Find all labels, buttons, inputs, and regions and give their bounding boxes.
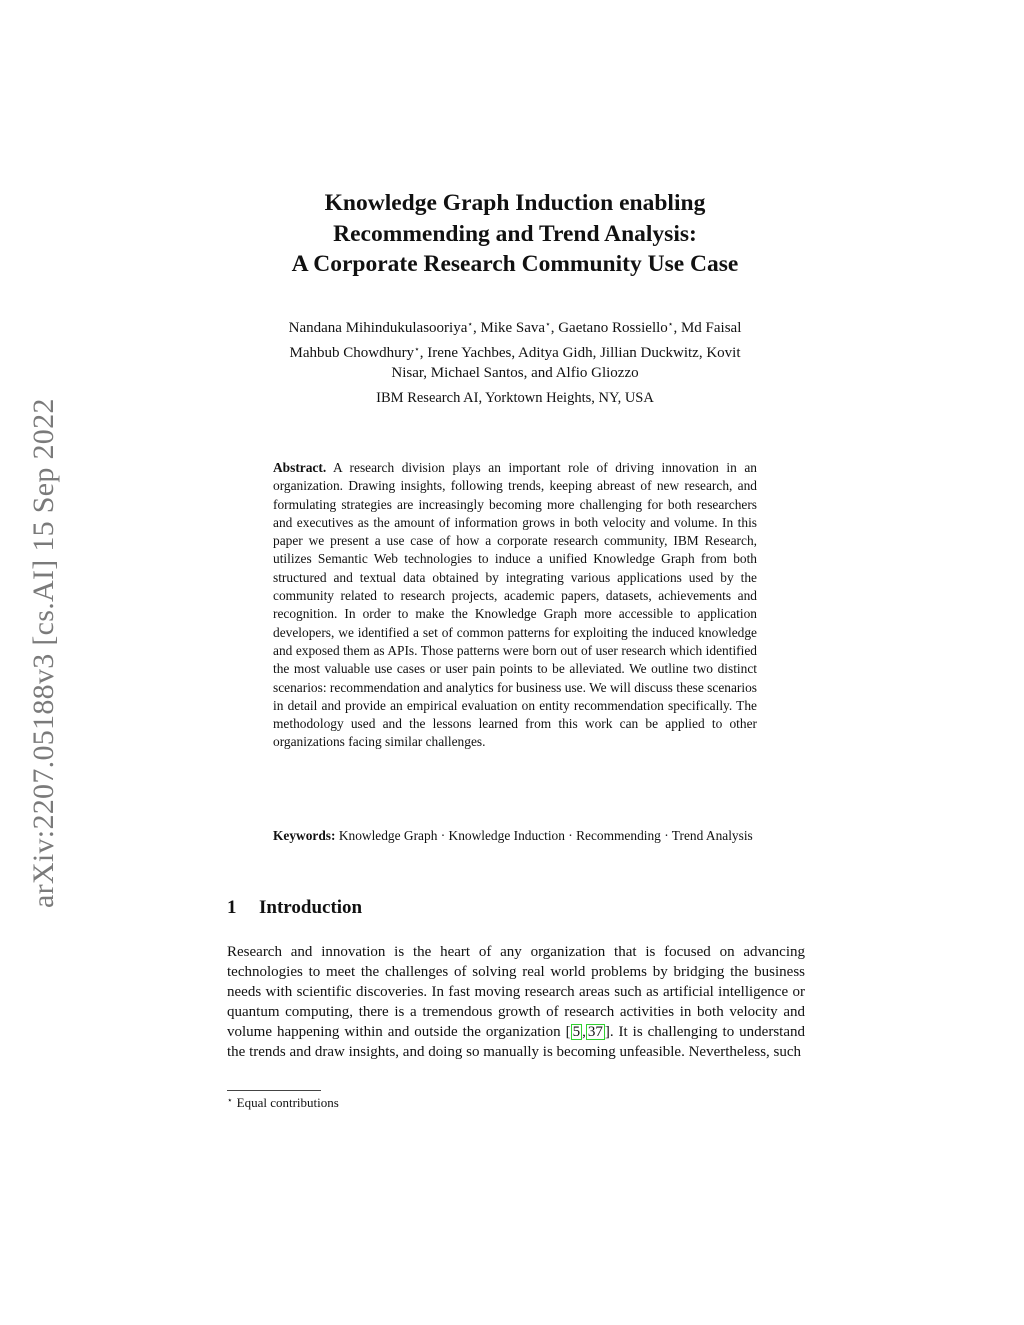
author-name: , Gaetano Rossiello [550, 320, 668, 336]
intro-text: Research and innovation is the heart of any organization that is focused on advancing technologies to meet the challenges of solving real world problems by bridging the business needs with scientific discoveries. In fast moving research areas such as artificial intelligence or quantum computing, there is a tremendous growth of research activities in both velocity and volume happening within and outside the organization [227, 944, 805, 1040]
citation-link[interactable]: 5 [572, 1024, 581, 1040]
equal-contribution-mark: ⋆ [414, 343, 420, 354]
footnote-text: Equal contributions [236, 1095, 339, 1110]
section-heading [227, 897, 362, 919]
keywords-label: Keywords: [273, 828, 336, 843]
footnote-mark: ⋆ [227, 1095, 233, 1105]
author-name: Mahbub Chowdhury [289, 344, 415, 361]
author-name: , Md Faisal [673, 320, 742, 336]
citation-separator: , [582, 1024, 586, 1040]
author-name: , Mike Sava [473, 320, 546, 336]
author-line [200, 339, 830, 364]
equal-contribution-mark: ⋆ [467, 319, 473, 329]
equal-contribution-mark: ⋆ [667, 319, 674, 329]
citation-bracket: [ [565, 1024, 571, 1040]
paper-title [150, 188, 880, 280]
abstract-text: A research division plays an important role of driving innovation in an organization. Drawing insights, following trends, keeping abreast of new research, and formulating strategies are increasingly becoming more challenging for both researchers and executives as the amount of information grows in both velocity and volume. In this paper we present a use case of how a corporate research community, IBM Research, utilizes Semantic Web technologies to induce a unified Knowledge Graph from both structured and textual data obtained by integrating various applications used by the community related to research projects, academic papers, datasets, achievements and recognition. In order to make the Knowledge Graph more accessible to application developers, we identified a set of common patterns for exploiting the induced knowledge and exposed them as APIs. Those patterns were born out of user research which identified the most valuable use cases or user pain points to be alleviated. We outline two distinct scenarios: recommendation and analytics for business use. We will discuss these scenarios in detail and provide an empirical evaluation on entity recommendation specifically. The methodology used and the lessons learned from this work can be applied to other organizations facing similar challenges. [273, 460, 757, 750]
keywords [273, 827, 757, 845]
title-line: Knowledge Graph Induction enabling [324, 190, 706, 216]
footnote [227, 1095, 339, 1111]
title-line: Recommending and Trend Analysis: [333, 220, 697, 247]
section-title: Introduction [259, 897, 363, 918]
introduction-paragraph [227, 942, 805, 1062]
citation-bracket: ] [604, 1024, 610, 1040]
arxiv-identifier-stamp[interactable]: arXiv:2207.05188v3 [cs.AI] 15 Sep 2022 [27, 398, 60, 908]
abstract-label: Abstract. [273, 460, 327, 475]
author-name: Nandana Mihindukulasooriya [288, 320, 468, 336]
author-line: Nisar, Michael Santos, and Alfio Gliozzo [391, 365, 639, 381]
author-name: , Irene Yachbes, Aditya Gidh, Jillian Duckwitz, Kovit [419, 344, 741, 361]
equal-contribution-mark: ⋆ [545, 319, 551, 329]
footnote-divider [227, 1090, 321, 1091]
section-number: 1 [227, 897, 237, 918]
intro-text: . It is challenging to understand the trends and draw insights, and doing so manually is becoming unfeasible. Nevertheless, such [227, 1024, 805, 1060]
author-line [200, 314, 830, 339]
affiliation: IBM Research AI, Yorktown Heights, NY, USA [376, 390, 654, 406]
keywords-text: Knowledge Graph · Knowledge Induction · Recommending · Trend Analysis [338, 828, 753, 843]
abstract [273, 459, 757, 752]
title-line: A Corporate Research Community Use Case [291, 251, 739, 277]
author-list [200, 314, 830, 384]
citation-link[interactable]: 37 [587, 1024, 603, 1040]
